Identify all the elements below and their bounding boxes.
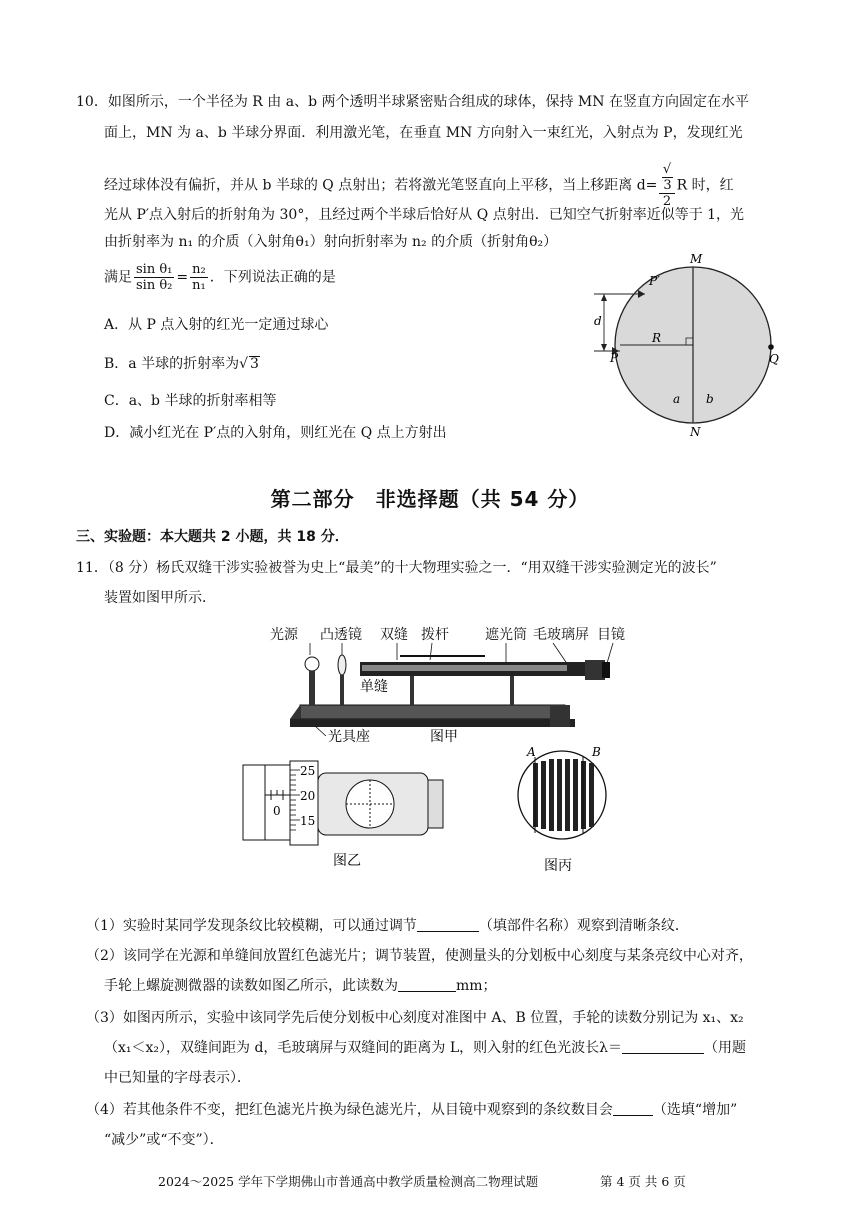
- q10-line4: 光从 P′点入射后的折射角为 30°，且经过两个半球后恰好从 Q 点射出．已知空气折射率近似等于 1，光: [104, 207, 745, 223]
- q11-sub2-line2: 手轮上螺旋测微器的读数如图乙所示，此读数为 mm；: [104, 978, 497, 994]
- q11-sub1: （1）实验时某同学发现条纹比较模糊，可以通过调节 （填部件名称）观察到清晰条纹．: [86, 918, 689, 934]
- snell-fraction-n: $\frac{\text{n₂}}{\text{n₁}}$: [192, 262, 206, 293]
- caption-bing: 图丙: [544, 858, 572, 874]
- label-d: d: [594, 314, 602, 328]
- label-double-slit: 双缝: [380, 627, 408, 643]
- label-single-slit: 单缝: [360, 679, 388, 695]
- footer-page: 第 4 页 共 6 页: [600, 1174, 686, 1189]
- q10-number: 10．: [76, 94, 108, 110]
- q10-line6: 满足 $\frac{\text{sin θ₁}}{\text{sin θ₂}}$ = $\frac{\text{n₂}}{\text{n₁}}$ ．下列说法正确的是: [104, 262, 336, 293]
- label-a: a: [673, 392, 681, 406]
- label-B: B: [592, 745, 601, 759]
- label-b: b: [706, 392, 714, 406]
- part2-title: 第二部分 非选择题（共 54 分）: [270, 487, 590, 511]
- blank-2[interactable]: [398, 977, 456, 992]
- q10-line5: 由折射率为 n₁ 的介质（入射角θ₁）射向折射率为 n₂ 的介质（折射角θ₂）: [104, 234, 558, 250]
- section3-title: 三、实验题：本大题共 2 小题，共 18 分．: [76, 529, 349, 545]
- label-tube: 遮光筒: [485, 627, 527, 643]
- q10-option-a: A．从 P 点入射的红光一定通过球心: [104, 317, 329, 333]
- label-r: R: [652, 331, 662, 345]
- footer-title: 2024～2025 学年下学期佛山市普通高中教学质量检测高二物理试题: [158, 1174, 539, 1189]
- point-q: [768, 344, 774, 350]
- q10-line3: 经过球体没有偏折，并从 b 半球的 Q 点射出；若将激光笔竖直向上平移，当上移距离 d= √ 3 2 R 时，红: [104, 162, 734, 209]
- q10-option-b: B．a 半球的折射率为√ 3: [104, 356, 259, 372]
- tick-25: 25: [300, 764, 316, 778]
- caption-yi: 图乙: [333, 853, 361, 869]
- sphere-figure: [580, 250, 795, 440]
- label-n: N: [690, 425, 701, 439]
- label-m: M: [690, 252, 703, 266]
- blank-3[interactable]: [622, 1039, 704, 1054]
- q10-option-d: D．减小红光在 P′点的入射角，则红光在 Q 点上方射出: [104, 425, 447, 441]
- q11-line1: 11．（8 分）杨氏双缝干涉实验被誉为史上“最美”的十大物理实验之一．“用双缝干涉实验测定光的波长”: [76, 560, 717, 576]
- figure-jia: [270, 620, 650, 745]
- figure-bing: [510, 745, 615, 875]
- q10-line1: 10．如图所示，一个半径为 R 由 a、b 两个透明半球紧密贴合组成的球体，保持 MN 在竖直方向固定在水平: [76, 94, 749, 110]
- q11-sub4-line2: “减少”或“不变”）．: [104, 1132, 224, 1148]
- figure-yi: [238, 755, 453, 877]
- caption-jia: 图甲: [430, 729, 458, 745]
- q11-line2: 装置如图甲所示．: [104, 590, 216, 606]
- q11-sub2-line1: （2）该同学在光源和单缝间放置红色滤光片；调节装置，使测量头的分划板中心刻度与某条亮纹中心对齐，: [86, 948, 753, 964]
- q11-sub3-line2: （x₁＜x₂），双缝间距为 d，毛玻璃屏与双缝间的距离为 L，则入射的红色光波长λ＝ （用题: [104, 1040, 747, 1056]
- blank-1[interactable]: [417, 917, 479, 932]
- tick-15: 15: [300, 814, 316, 828]
- q11-sub3-line3: 中已知量的字母表示）．: [104, 1070, 251, 1086]
- q11-sub3-line1: （3）如图丙所示，实验中该同学先后使分划板中心刻度对准图中 A、B 位置，手轮的读数分别记为 x₁、x₂: [86, 1010, 744, 1026]
- label-p: P: [610, 351, 619, 365]
- q10-option-c: C．a、b 半球的折射率相等: [104, 393, 277, 409]
- label-p-prime: P′: [649, 274, 660, 288]
- label-q: Q: [769, 352, 779, 366]
- label-lever: 拨杆: [421, 627, 449, 643]
- label-convex-lens: 凸透镜: [320, 627, 362, 643]
- q11-sub4-line1: （4）若其他条件不变，把红色滤光片换为绿色滤光片，从目镜中观察到的条纹数目会 （选填“增加”: [86, 1102, 738, 1118]
- snell-fraction-sin: $\frac{\text{sin θ₁}}{\text{sin θ₂}}$: [136, 262, 173, 293]
- q10-fraction-d: √ 3 2: [659, 162, 674, 209]
- label-screen: 毛玻璃屏: [533, 627, 589, 643]
- tick-zero: 0: [273, 804, 281, 818]
- label-light-source: 光源: [270, 627, 298, 643]
- label-optical-bench: 光具座: [328, 729, 370, 745]
- q10-line2: 面上，MN 为 a、b 半球分界面．利用激光笔，在垂直 MN 方向射入一束红光，入射点为 P，发现红光: [104, 125, 743, 141]
- blank-4[interactable]: [613, 1101, 653, 1116]
- tick-20: 20: [300, 789, 316, 803]
- label-eyepiece: 目镜: [597, 627, 625, 643]
- label-A: A: [527, 745, 536, 759]
